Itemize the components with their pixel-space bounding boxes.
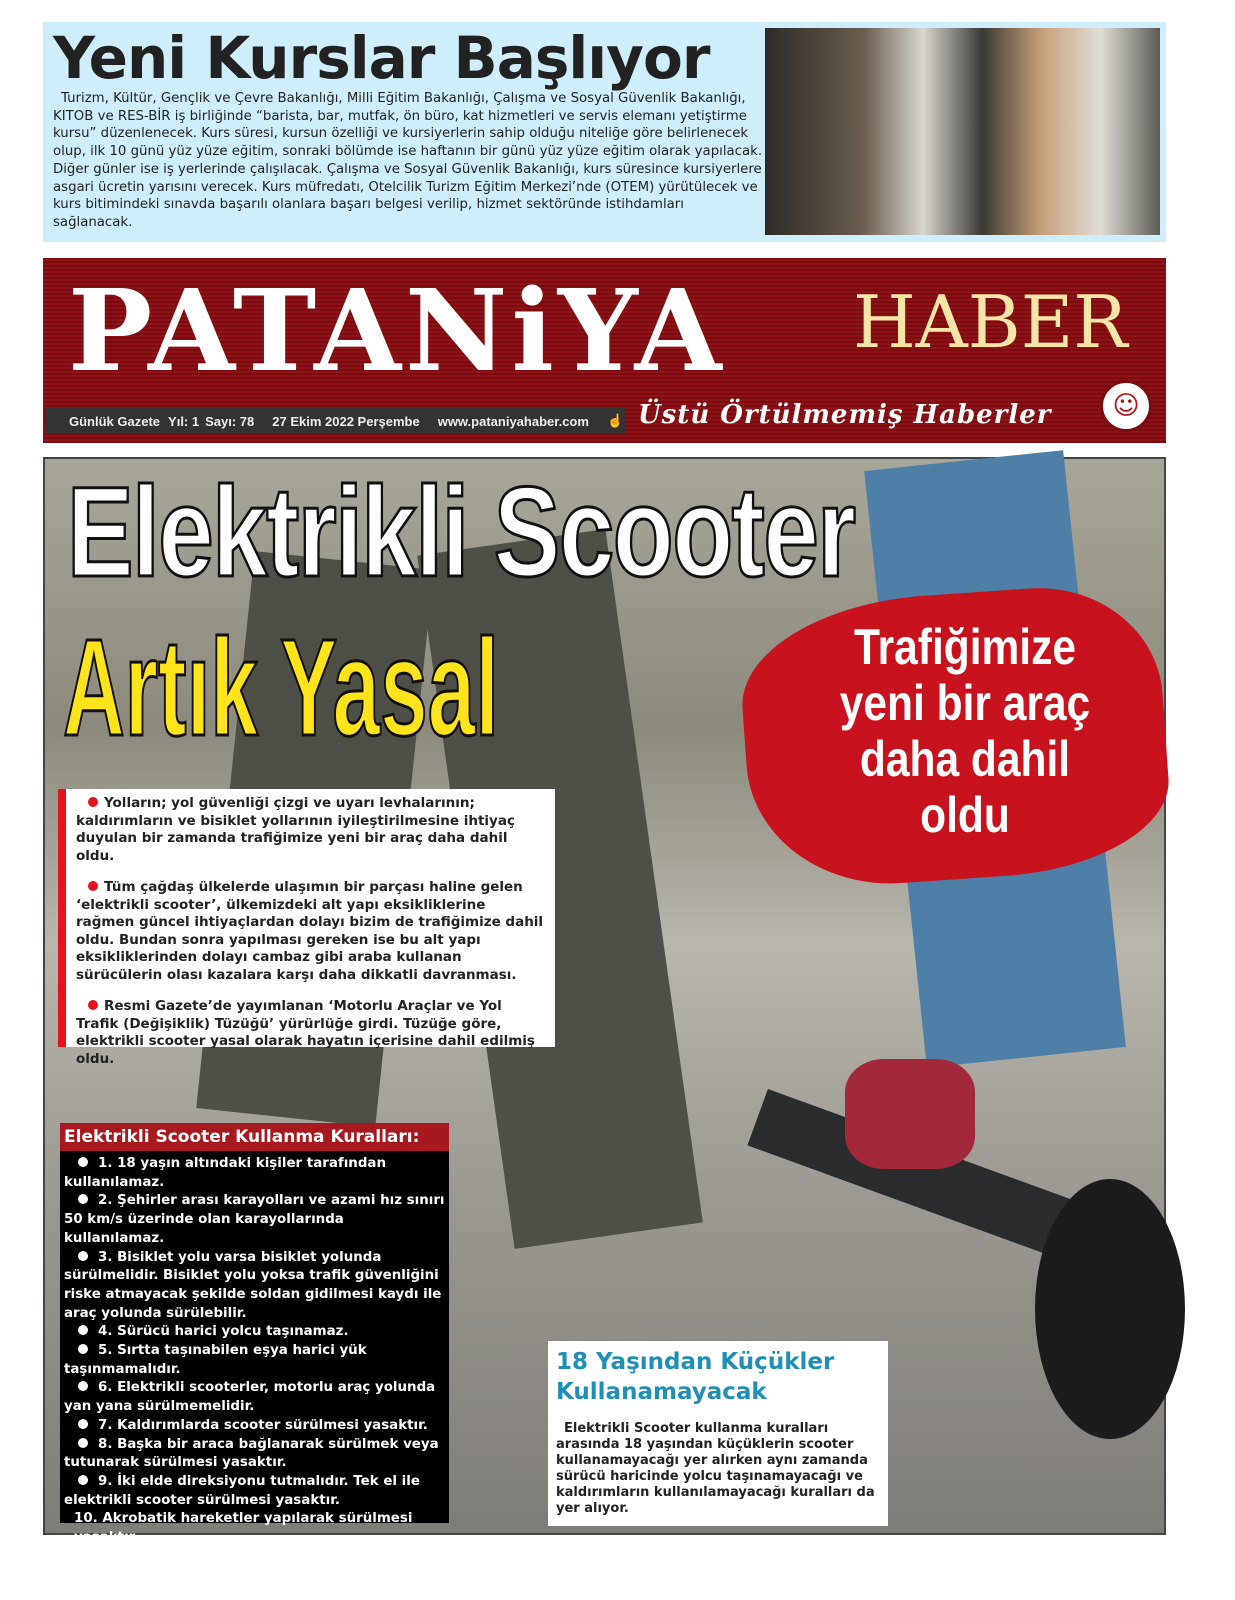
top-story-body: Turizm, Kültür, Gençlik ve Çevre Bakanlığı, Milli Eğitim Bakanlığı, Çalışma ve Sosyal Güvenlik Bakanlığı, KITOB ve RES-BİR iş birliğinde “barista, bar, mutfak, ön büro, kat hizmetleri ve servis elemanı yetiştirme kursu” düzenlenecek. Kurs süresi, kursun özelliği ve kursiyerlerin sahip olduğu niteliğe göre belirlenecek olup, ilk 10 günü yüz yüze eğitim, sonraki bölümde ise haftanın bir günü yüz yüze eğitim olarak yapılacak. Diğer günler ise iş yerlerinde çalışılacak. Çalışma ve Sosyal Güvenlik Bakanlığı, kurs süresince kursiyerlere asgari ücretin yarısını verecek. Kurs müfredatı, Otelcilik Turizm Eğitim Merkezi’nde (OTEM) yürütülecek ve kurs bitimindeki sınavda başarılı olanlara başarı belgesi verilip, hizmet sektöründe istihdamları sağlanacak.: [53, 91, 763, 230]
bullet-icon: [88, 1000, 98, 1010]
rule-item: 3. Bisiklet yolu varsa bisiklet yolunda sürülmelidir. Bisiklet yolu yoksa trafik güvenliğini riske atmayacak şekilde soldan gidilmesi kaydı ile araç yolunda sürülebilir.: [64, 1249, 442, 1321]
bullet-icon: [78, 1157, 88, 1167]
side-article: [548, 1341, 888, 1526]
bullet-icon: [88, 881, 98, 891]
bullet-icon: [78, 1475, 88, 1485]
side-body: Elektrikli Scooter kullanma kuralları arasında 18 yaşından küçüklerin scooter kullanamayacağı yer alırken aynı zamanda sürücü haricinde yolcu taşınamayacağı ve kaldırımların kullanılamayacağı kuralları da yer alıyor.: [556, 1421, 875, 1516]
bullet-icon: [78, 1251, 88, 1261]
mascot-icon: ☺: [1100, 380, 1152, 432]
rule-item: 6. Elektrikli scooterler, motorlu araç yolunda yan yana sürülmemelidir.: [64, 1380, 436, 1415]
rules-box: [60, 1123, 449, 1546]
splash-text: Trafiğimize yeni bir araç daha dahil oldu: [839, 619, 1091, 843]
side-title: 18 Yaşından Küçükler Kullanamayacak: [556, 1349, 835, 1405]
issue: Sayı: 78: [205, 413, 255, 429]
bullet-item: Resmi Gazete’de yayımlanan ‘Motorlu Araçlar ve Yol Trafik (Değişiklik) Tüzüğü’ yürürlüğe girdi. Tüzüğe göre, elektrikli scooter yasal olarak hayatın içerisine dahil edilmiş oldu.: [76, 998, 535, 1067]
rule-item: 2. Şehirler arası karayolları ve azami hız sınırı 50 km/s üzerinde olan karayollarında kullanılamaz.: [64, 1193, 445, 1246]
rule-item: 1. 18 yaşın altındaki kişiler tarafından kullanılamaz.: [64, 1156, 386, 1190]
subheadline: Artık Yasal: [63, 611, 500, 765]
rule-item: 8. Başka bir araca bağlanarak sürülmek veya tutunarak sürülmesi yasaktır.: [64, 1436, 439, 1471]
main-story: [43, 457, 1166, 1546]
issue-bar: [45, 408, 625, 434]
bullet-box: [58, 789, 555, 1067]
rule-item: 4. Sürücü harici yolcu taşınamaz.: [60, 1323, 449, 1342]
top-story-title: Yeni Kurslar Başlıyor: [53, 24, 710, 92]
headline: Elektrikli Scooter: [67, 461, 855, 604]
bullet-icon: [78, 1438, 88, 1448]
bullet-icon: [88, 797, 98, 807]
sneaker: [845, 1059, 975, 1169]
bullet-item: Yolların; yol güvenliği çizgi ve uyarı levhalarının; kaldırımların ve bisiklet yollarının iyileştirilmesine ihtiyaç duyulan bir zamanda trafiğimize yeni bir araç daha dahil oldu.: [76, 795, 515, 864]
scooter-wheel: [1035, 1179, 1185, 1439]
logo: PATANiYA: [68, 266, 726, 397]
bullet-icon: [78, 1419, 88, 1429]
rule-item: 5. Sırtta taşınabilen eşya harici yük taşınmamalıdır.: [64, 1343, 367, 1377]
masthead: [43, 258, 1166, 443]
barista-photo: [765, 28, 1160, 235]
website-link[interactable]: www.pataniyahaber.com: [437, 413, 589, 429]
paper-type: Günlük Gazete: [69, 413, 161, 429]
rule-item: 7. Kaldırımlarda scooter sürülmesi yasaktır.: [60, 1417, 449, 1436]
date: 27 Ekim 2022 Perşembe: [272, 413, 420, 429]
rules-title: Elektrikli Scooter Kullanma Kuralları:: [60, 1123, 449, 1151]
bullet-item: Tüm çağdaş ülkelerde ulaşımın bir parçası haline gelen ‘elektrikli scooter’, ülkemizdeki alt yapı eksikliklerine rağmen güncel ihtiyaçlardan dolayı bizim de trafiğimize dahil oldu. Bundan sonra yapılması gereken ise bu alt yapı eksikliklerinden dolayı cambaz gibi araba kullanan sürücülerin olası kazalara karşı daha dikkatli davranması.: [76, 879, 544, 983]
year: Yıl: 1: [168, 413, 200, 429]
logo-haber: HABER: [853, 280, 1128, 364]
top-story: [43, 22, 1166, 242]
cursor-icon: ☝: [606, 413, 624, 428]
slogan: Üstü Örtülmemiş Haberler: [638, 400, 1052, 430]
rule-item: 9. İki elde direksiyonu tutmalıdır. Tek el ile elektrikli scooter sürülmesi yasaktır.: [64, 1473, 420, 1508]
bullet-icon: [78, 1344, 88, 1354]
rule-item: 10. Akrobatik hareketler yapılarak sürülmesi yasaktır.: [74, 1511, 413, 1546]
bullet-icon: [78, 1325, 88, 1335]
bullet-icon: [78, 1194, 88, 1204]
bullet-icon: [78, 1381, 88, 1391]
